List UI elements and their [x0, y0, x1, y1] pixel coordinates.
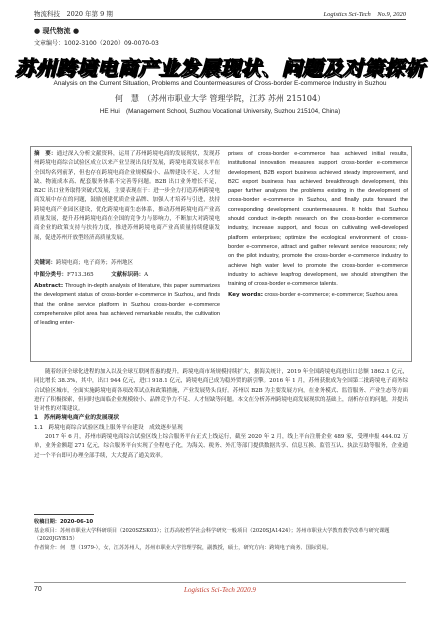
abstract-english-continued — [228, 150, 408, 301]
keywords-zh-text: 跨境电商；电子商务；苏州地区 — [56, 260, 134, 266]
running-header — [34, 8, 406, 20]
body-paragraph: 2017 年 6 月，苏州市跨境电商综合试验区线上综合服务平台正式上线运行，截至 2020 年 2 月，线上平台注册企业 489 家，受理申报 444.02 万单，业务金额超 271 亿元，综合服务平台实现了全程电子化，为海关、税务、外汇等部门提供数据共享、信息互换、监管互认、执法互助等服务，企业通过一个平台即可办理全部手续，大大提高了通关效率。 — [34, 434, 408, 459]
body-text — [34, 368, 408, 461]
keywords-zh-label: 关键词： — [34, 260, 57, 266]
abstract-en-label: Abstract: — [34, 283, 64, 289]
title-english: Analysis on the Current Situation, Problems and Countermeasures of Cross-border E-commerce Industry in Suzhou — [53, 80, 387, 87]
body-paragraph: 随着经济全球化进程的加入以及全球互联网普惠的提升，跨境电商市场规模持续扩大，据海关统计，2019 年全国跨境电商进出口总额 1862.1 亿元，同比增长 38.3%，其中，出口 944 亿元，进口 918.1 亿元，跨境电商已成为稳外贸的新引擎。2016 年 1 月，苏州获批成为全国第二批跨境电子商务综合试验区城市，全面实施跨境电商各项改革试点和政策措施，产业发展势头良好。苏州以 B2B 为主要发展方向，在业务模式、监管服务、产业生态等方面进行了积极探索，但同时也面临企业规模较小、品牌竞争力不足、人才短缺等问题。本文在分析苏州跨境电商发展现状的基础上，剖析存在的问题，并提出针对性的对策建议。 — [34, 369, 409, 413]
doc-code-value: A — [144, 272, 149, 278]
keywords-chinese — [34, 259, 220, 268]
footnote-rule — [34, 514, 94, 515]
abstract-chinese — [34, 150, 220, 243]
section-label: ● 现代物流 ● — [34, 27, 80, 35]
abstract-english — [34, 282, 220, 328]
header-left: 物流科技 2020 年第 9 期 — [34, 10, 113, 18]
subsection-heading: 1.1 跨境电商综合试验区线上服务平台建设 成效逐步显现 — [34, 424, 183, 431]
bottom-rule — [34, 582, 406, 583]
footnote-fund: 基金项目：苏州市职业大学科研项目（2020SZSK03）；江苏高校哲学社会科学研究一般项目（2020SJA1424）；苏州市职业大学教育教学改革与研究课题（2020JGYB15） — [34, 527, 390, 543]
keywords-english — [228, 291, 408, 300]
footnote-author-bio: 作者简介：何 慧（1979-），女，江苏苏州人，苏州市职业大学管理学院，副教授，硕士，研究方向：跨境电子商务、国际贸易。 — [34, 544, 332, 551]
doc-code-label: 文献标识码： — [111, 272, 145, 278]
footnotes — [34, 518, 408, 552]
keywords-en-text: cross-border e-commerce; e-commerce; Suzhou area — [264, 292, 398, 299]
author-english: HE Hui (Management School, Suzhou Vocational University, Suzhou 215104, China) — [99, 108, 341, 115]
header-right: Logistics Sci-Tech No.9, 2020 — [323, 11, 406, 18]
section-heading: 1 苏州跨境电商产业的发展现状 — [34, 415, 120, 422]
clc-value: F713.365 — [67, 272, 94, 278]
clc-label: 中图分类号： — [34, 272, 68, 278]
keywords-en-label: Key words: — [228, 292, 263, 299]
abstract-zh-label: 摘 要： — [34, 151, 57, 157]
article-number: 文章编号：1002-3100（2020）09-0070-03 — [34, 40, 159, 47]
abstract-en-cont-text: prises of cross-border e-commerce has achieved initial results, institutional innovation measures support cross-border e-commerce development, B2B export business achieved steady improvement, and B2C export business has achieved breakthrough development, this paper further analyzes the problems existing in the development of cross-border e-commerce in Suzhou, and finally puts forward the corresponding development countermeasures. It holds that Suzhou should conduct in-depth research on the cross-border e-commerce industry, increase support, and focus on cultivating well-developed platform enterprises; optimize the ecological environment of cross-border e-commerce, attract and gather relevant service resources; rely on the pilot industry, promote the cross-border e-commerce industry to achieve high water level to promote the cross-border e-commerce industry to achieve leapfrog development, we should strengthen the training of cross-border e-commerce talents. — [228, 151, 408, 288]
classification-line — [34, 270, 220, 278]
abstract-zh-text: 通过深入分析文献资料，运用了苏州跨境电商的发展现状，发现苏州跨境电商综合试验区成立以来产业呈现出良好发展，跨境电商发展水平在全国均名列前茅，但也存在跨境电商企业规模偏小、品牌建设不足、人才短缺、物流成本高、配套服务体系不完善等问题。B2B 出口业务增长不足，B2C 出口业务取得突破式发展，主要表现在于：进一步全力打造苏州跨境电商发展中存在的问题，鼓励创建优质企业品牌、加强人才培养与引进，扶持跨境电商产业园区建设，优化跨境电商生态体系，推动苏州跨境电商产业高质量发展，提升苏州跨境电商在全国的竞争力与影响力，不断加大对跨境电商企业的政策支持与扶持力度，推进苏州跨境电商产业高质量持续健康发展，促进苏州开放型经济高质量发展。 — [34, 151, 220, 241]
abstract-en-text: Through in-depth analysis of literature, this paper summarizes the development status of cross-border e-commerce in Suzhou, and finds that the online service platform in Suzhou cross-border e-commerce comprehensive pilot area has achieved remarkable results, the cultivation of leading enter- — [34, 283, 221, 327]
title-chinese: 苏州跨境电商产业发展现状、问题及对策探析 — [15, 56, 425, 80]
footer-journal: Logistics Sci-Tech 2020.9 — [184, 586, 256, 594]
author-chinese: 何 慧 （苏州市职业大学 管理学院，江苏 苏州 215104） — [114, 94, 326, 103]
page-number: 70 — [34, 586, 42, 593]
footnote-received-date: 收稿日期：2020-06-10 — [34, 519, 94, 525]
